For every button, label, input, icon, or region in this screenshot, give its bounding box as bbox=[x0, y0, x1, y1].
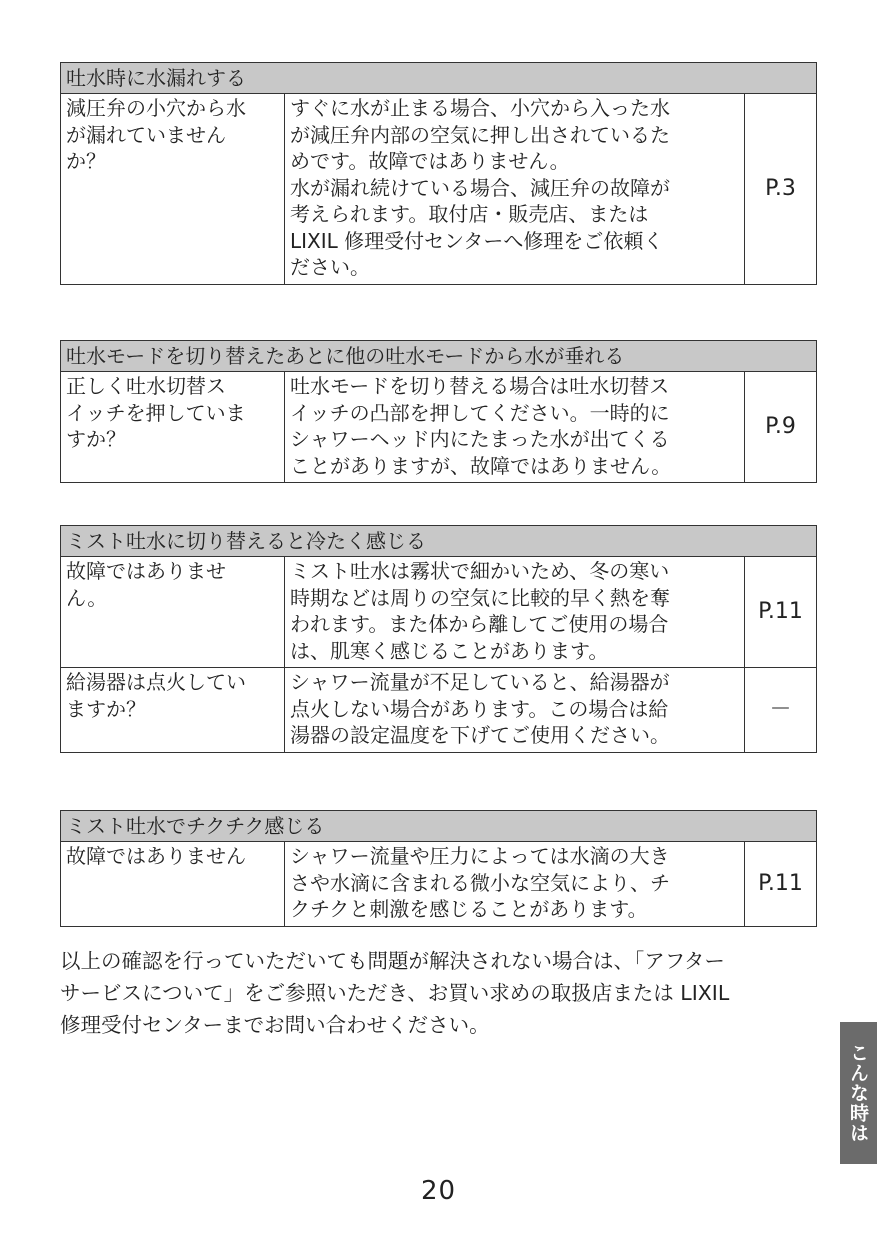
remedy-cell: シャワー流量が不足していると、給湯器が 点火しない場合があります。この場合は給 湯器の設定温度を下げてご使用ください。 bbox=[285, 668, 745, 753]
page-number: 20 bbox=[420, 1176, 457, 1206]
trouble-table-mist-cold bbox=[60, 525, 817, 753]
remedy-cell: すぐに水が止まる場合、小穴から入った水 が減圧弁内部の空気に押し出されているた めです。故障ではありません。 水が漏れ続けている場合、減圧弁の故障が 考えられます。取付店・販売店、または LIXIL 修理受付センターへ修理をご依頼く ださい。 bbox=[285, 94, 745, 285]
page-ref-cell: P.9 bbox=[745, 372, 817, 483]
table-row bbox=[61, 557, 817, 668]
remedy-cell: ミスト吐水は霧状で細かいため、冬の寒い 時期などは周りの空気に比較的早く熱を奪 われます。また体から離してご使用の場合 は、肌寒く感じることがあります。 bbox=[285, 557, 745, 668]
section-title: ミスト吐水に切り替えると冷たく感じる bbox=[61, 526, 817, 557]
check-cell: 故障ではありません bbox=[61, 842, 285, 927]
page-ref-cell: P.3 bbox=[745, 94, 817, 285]
trouble-table-mode-drip bbox=[60, 340, 817, 483]
check-cell: 正しく吐水切替ス イッチを押していま すか？ bbox=[61, 372, 285, 483]
page-ref-cell: － bbox=[745, 668, 817, 753]
check-cell: 給湯器は点火してい ますか？ bbox=[61, 668, 285, 753]
trouble-table-water-leak bbox=[60, 62, 817, 285]
check-cell: 故障ではありませ ん。 bbox=[61, 557, 285, 668]
page-ref-cell: P.11 bbox=[745, 557, 817, 668]
table-row bbox=[61, 94, 817, 285]
table-row bbox=[61, 372, 817, 483]
section-title: 吐水時に水漏れする bbox=[61, 63, 817, 94]
check-cell: 減圧弁の小穴から水 が漏れていません か？ bbox=[61, 94, 285, 285]
page-ref-cell: P.11 bbox=[745, 842, 817, 927]
section-title: 吐水モードを切り替えたあとに他の吐水モードから水が垂れる bbox=[61, 341, 817, 372]
table-row bbox=[61, 668, 817, 753]
footnote: 以上の確認を行っていただいても問題が解決されない場合は、「アフター サービスについて」をご参照いただき、お買い求めの取扱店または LIXIL 修理受付センターまでお問い合わせください。 bbox=[60, 949, 730, 1037]
remedy-cell: 吐水モードを切り替える場合は吐水切替ス イッチの凸部を押してください。一時的に シャワーヘッド内にたまった水が出てくる ことがありますが、故障ではありません。 bbox=[285, 372, 745, 483]
trouble-table-mist-tingle bbox=[60, 810, 817, 927]
table-row bbox=[61, 842, 817, 927]
side-tab-troubleshooting: こんな時は bbox=[840, 1022, 877, 1164]
remedy-cell: シャワー流量や圧力によっては水滴の大き さや水滴に含まれる微小な空気により、チ クチクと刺激を感じることがあります。 bbox=[285, 842, 745, 927]
section-title: ミスト吐水でチクチク感じる bbox=[61, 811, 817, 842]
